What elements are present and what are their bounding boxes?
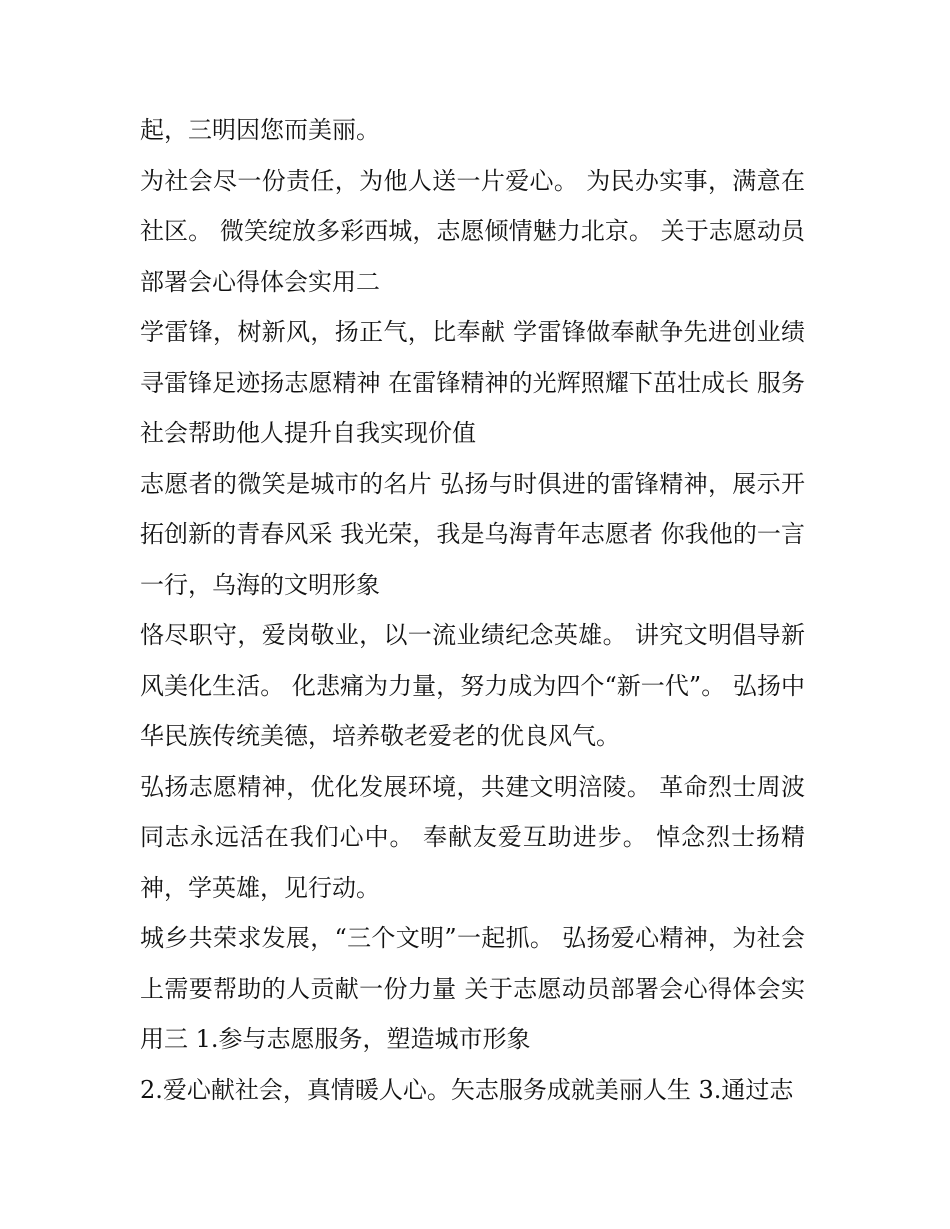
paragraph: 志愿者的微笑是城市的名片 弘扬与时俱进的雷锋精神，展示开拓创新的青春风采 我光荣，我是乌海青年志愿者 你我他的一言一行，乌海的文明形象 bbox=[140, 469, 805, 599]
paragraph: 学雷锋，树新风，扬正气，比奉献 学雷锋做奉献争先进创业绩 寻雷锋足迹扬志愿精神 在雷锋精神的光辉照耀下茁壮成长 服务社会帮助他人提升自我实现价值 bbox=[140, 318, 805, 447]
paragraph: 起，三明因您而美丽。 bbox=[140, 116, 380, 144]
document-body bbox=[140, 105, 805, 1115]
paragraph: 弘扬志愿精神，优化发展环境，共建文明涪陵。 革命烈士周波同志永远活在我们心中。 奉献友爱互助进步。 悼念烈士扬精神，学英雄，见行动。 bbox=[140, 772, 805, 902]
paragraph: 城乡共荣求发展，“三个文明”一起抓。 弘扬爱心精神，为社会上需要帮助的人贡献一份力量 关于志愿动员部署会心得体会实用三 1.参与志愿服务，塑造城市形象 bbox=[140, 924, 805, 1053]
paragraph: 为社会尽一份责任，为他人送一片爱心。 为民办实事，满意在社区。 微笑绽放多彩西城，志愿倾情魅力北京。 关于志愿动员部署会心得体会实用二 bbox=[140, 166, 805, 296]
paragraph: 恪尽职守，爱岗敬业，以一流业绩纪念英雄。 讲究文明倡导新风美化生活。 化悲痛为力量，努力成为四个“新一代”。 弘扬中华民族传统美德，培养敬老爱老的优良风气。 bbox=[140, 621, 805, 750]
paragraph: 2.爱心献社会，真情暖人心。矢志服务成就美丽人生 3.通过志 bbox=[140, 1075, 794, 1104]
